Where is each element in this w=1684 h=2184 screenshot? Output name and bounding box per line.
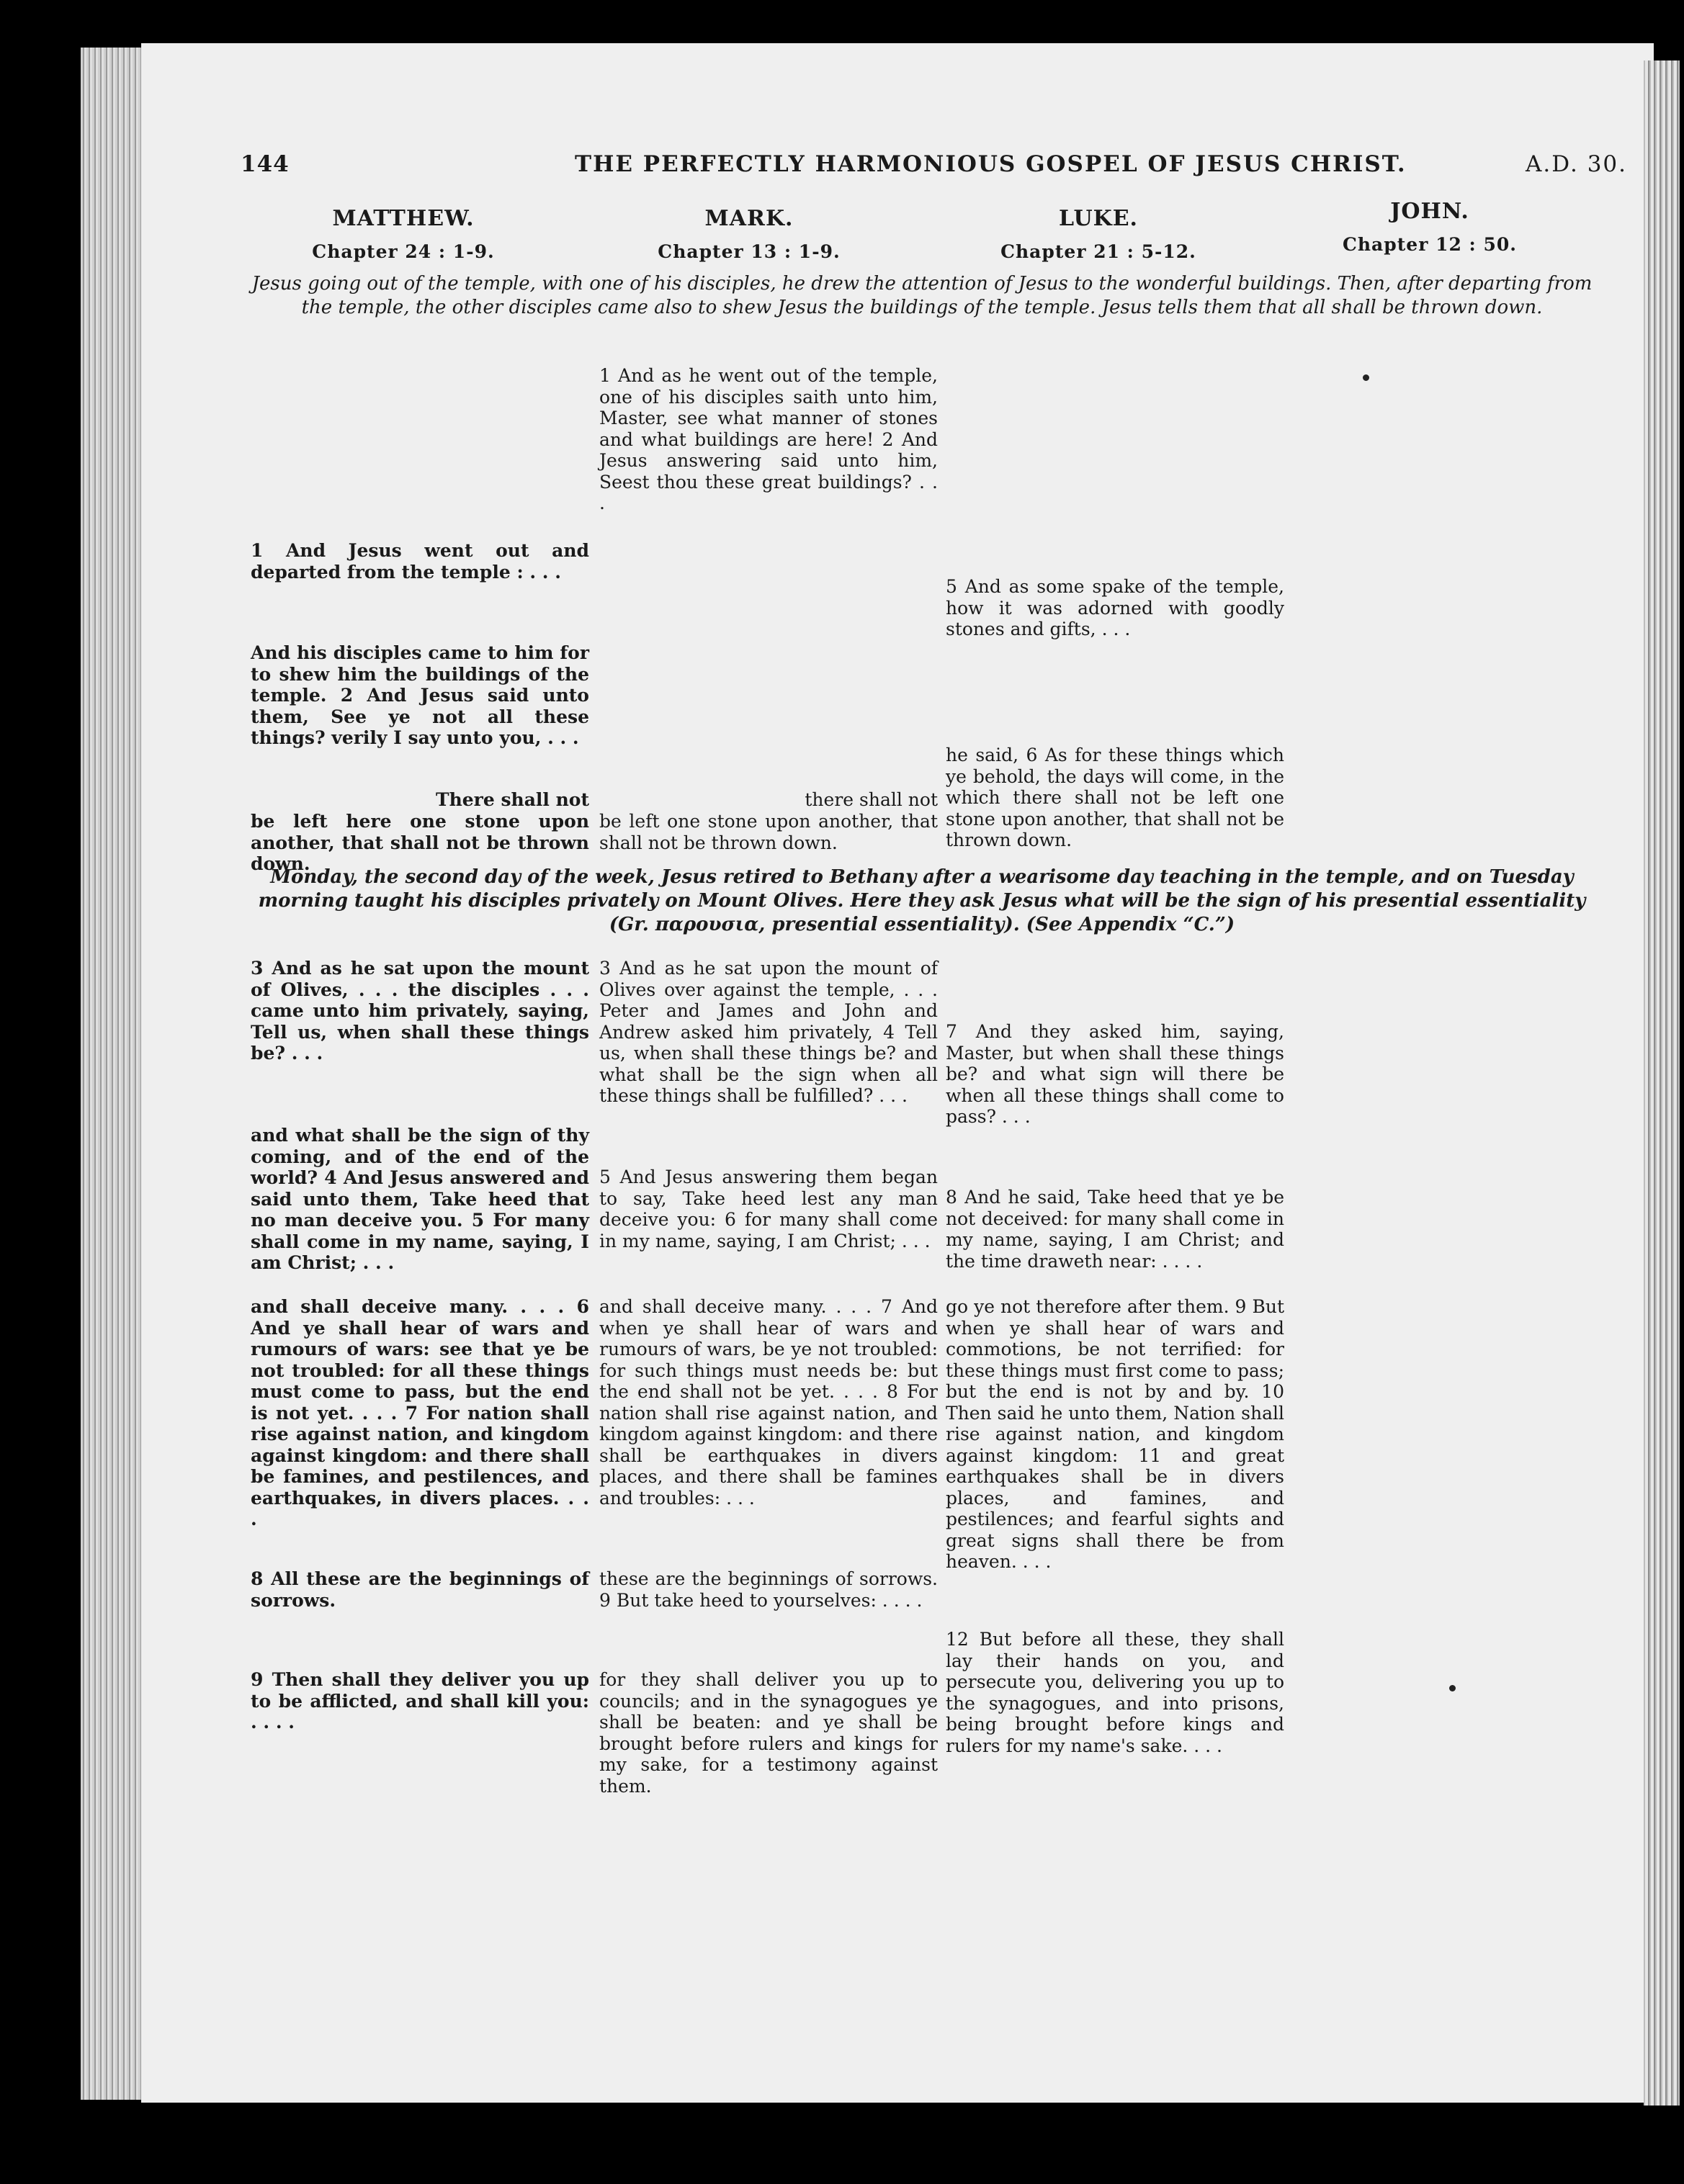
matthew-verse-9: 9 Then shall they deliver you up to be afflicted, and shall kill you: . . . . [251, 1669, 589, 1733]
luke-verse-12: 12 But before all these, they shall lay their hands on you, and persecute you, delivering you up to the synagogues, and into prisons, being brought before kings and rulers for my name's sake. . . . [946, 1629, 1284, 1756]
matthew-verses-3-5: and what shall be the sign of thy coming, and of the end of the world? 4 And Jesus answered and said unto them, Take heed that no man deceive you. 5 For many shall come in my name, saying, I am Christ; . . . [251, 1125, 589, 1273]
matthew-verse-3: 3 And as he sat upon the mount of Olives, . . . the disciples . . . came unto him privately, saying, Tell us, when shall these things be? . . . [251, 958, 589, 1064]
matthew-verses-1-2: And his disciples came to him for to shew him the buildings of the temple. 2 And Jesus said unto them, See ye not all these things? verily I say unto you, . . . [251, 642, 589, 748]
chapter-reference: Chapter 12 : 50. [1342, 234, 1517, 255]
chapter-reference: Chapter 21 : 5-12. [1000, 241, 1196, 262]
column-header-john [1257, 199, 1603, 255]
section-summary: Jesus going out of the temple, with one of his disciples, he drew the attention of Jesus to the wonderful buildings. Then, after departing from the temple, the other disciples came also to shew Jesus the buildings of the temple. Jesus tells them that all shall be thrown down. [251, 273, 1593, 318]
mark-verses-6-8: and shall deceive many. . . . 7 And when ye shall hear of wars and rumours of wars, be ye not troubled: for such things must needs be: but the end shall not be yet. . . . 8 For nation shall rise against nation, and kingdom against kingdom: and there shall be earthquakes in divers places, and there shall be famines and troubles: . . . [599, 1296, 938, 1509]
matthew-verse-8: 8 All these are the beginnings of sorrows. [251, 1568, 589, 1611]
column-header-mark [576, 206, 922, 262]
year-marker: A.D. 30. [1526, 151, 1627, 177]
mark-verses-3-4: 3 And as he sat upon the mount of Olives over against the temple, . . . Peter and James and John and Andrew asked him privately, 4 Tell us, when shall these things be? and what shall be the sign when all these things shall be fulfilled? . . . [599, 958, 938, 1106]
gospel-name: LUKE. [1059, 206, 1138, 231]
mark-verse-2-end-cont: be left one stone upon another, that shall not be thrown down. [599, 811, 938, 853]
luke-verse-7: 7 And they asked him, saying, Master, but when shall these things be? and what sign will there be when all these things shall come to pass? . . . [946, 1021, 1284, 1127]
mark-verses-1-2: 1 And as he went out of the temple, one of his disciples saith unto him, Master, see what manner of stones and what buildings are here! 2 And Jesus answering said unto him, Seest thou these great buildings? . . . [599, 365, 938, 513]
matthew-verse-2-end: There shall not [435, 789, 589, 810]
luke-verse-8: 8 And he said, Take heed that ye be not deceived: for many shall come in my name, saying, I am Christ; and the time draweth near: . . . . [946, 1187, 1284, 1272]
luke-verse-6: he said, 6 As for these things which ye behold, the days will come, in the which there shall not be left one stone upon another, that shall not be thrown down. [946, 745, 1284, 850]
print-speck [1449, 1685, 1456, 1691]
chapter-reference: Chapter 13 : 1-9. [658, 241, 841, 262]
book-right-edge [1644, 60, 1680, 2106]
matthew-verse-1: 1 And Jesus went out and departed from the temple : . . . [251, 540, 589, 583]
luke-verse-5: 5 And as some spake of the temple, how it was adorned with goodly stones and gifts, . . . [946, 576, 1284, 639]
running-title: THE PERFECTLY HARMONIOUS GOSPEL OF JESUS CHRIST. [575, 151, 1407, 177]
mark-verses-8-9: these are the beginnings of sorrows. 9 But take heed to yourselves: . . . . [599, 1568, 938, 1611]
page-number: 144 [241, 151, 290, 177]
print-speck [1363, 374, 1369, 381]
gospel-name: JOHN. [1390, 199, 1469, 224]
mark-verses-5-6: 5 And Jesus answering them began to say, Take heed lest any man deceive you: 6 for many shall come in my name, saying, I am Christ; . . . [599, 1167, 938, 1251]
luke-verses-8-11: go ye not therefore after them. 9 But when ye shall hear of wars and commotions, be not terrified: for these things must first come to pass; but the end is not by and by. 10 Then said he unto them, Nation shall rise against nation, and kingdom against kingdom: 11 and great earthquakes shall be in divers places, and famines, and pestilences; and fearful sights and great signs shall there be from heaven. . . . [946, 1296, 1284, 1572]
mark-verse-2-end: there shall not [805, 789, 938, 810]
matthew-verses-5-7: and shall deceive many. . . . 6 And ye shall hear of wars and rumours of wars: see that ye be not troubled: for all these things must come to pass, but the end is not yet. . . . 7 For nation shall rise against nation, and kingdom against kingdom: and there shall be famines, and pestilences, and earthquakes, in divers places. . . . [251, 1296, 589, 1529]
chapter-reference: Chapter 24 : 1-9. [312, 241, 495, 262]
gospel-name: MATTHEW. [332, 206, 475, 231]
gospel-name: MARK. [704, 206, 794, 231]
column-header-matthew [230, 206, 576, 262]
column-header-luke [926, 206, 1271, 262]
mark-verse-9: for they shall deliver you up to councils; and in the synagogues ye shall be beaten: and ye shall be brought before rulers and kings for my sake, for a testimony against them. [599, 1669, 938, 1797]
section-summary: Monday, the second day of the week, Jesus retired to Bethany after a wearisome day teaching in the temple, and on Tuesday morning taught his disciples privately on Mount Olives. Here they ask Jesus what will be the sign of his presential essentiality (Gr. παρουσια, presential essentiality). (See Appendix “C.”) [258, 866, 1586, 935]
matthew-verse-2-end-cont: be left here one stone upon another, that shall not be thrown down. [251, 811, 589, 874]
